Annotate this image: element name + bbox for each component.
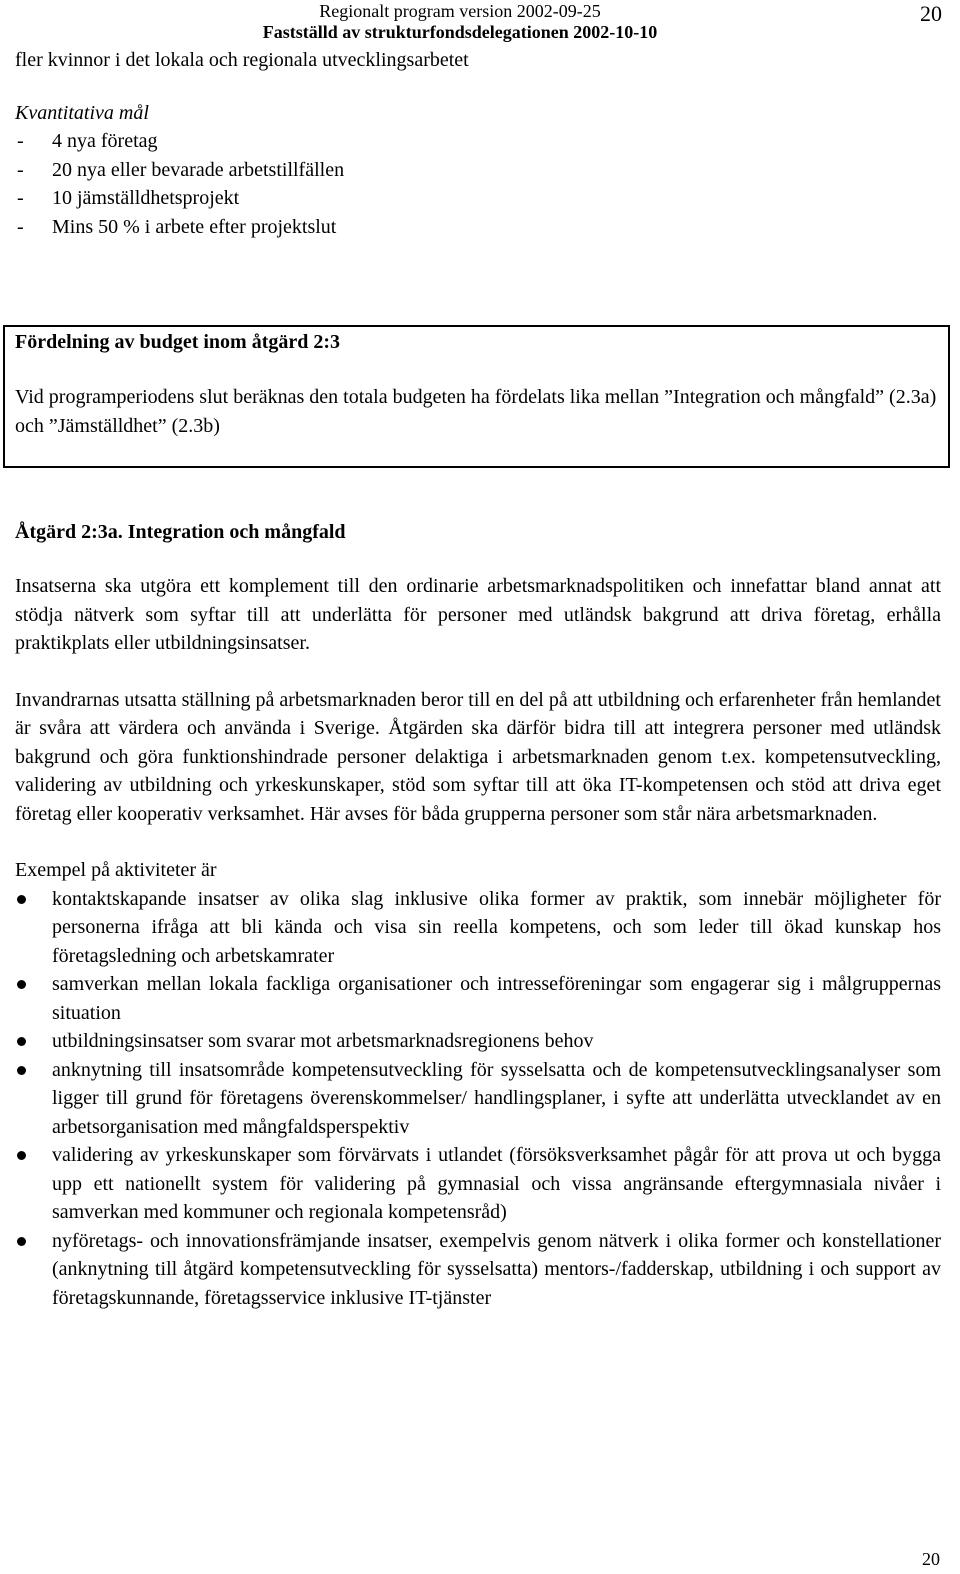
budget-box-title: Fördelning av budget inom åtgärd 2:3 <box>15 331 341 353</box>
list-item-text: validering av yrkeskunskaper som förvärvats i utlandet (försöksverksamhet pågår för att prova ut och bygga upp ett nationellt system för validering på gymnasial och vissa angränsande eftergymnasiala nivåer i samverkan med kommuner och regionala kompetensråd) <box>52 1144 941 1223</box>
list-item <box>15 1027 941 1056</box>
budget-box <box>3 325 950 468</box>
paragraph-1: Insatserna ska utgöra ett komplement till den ordinarie arbetsmarknadspolitiken och innefattar bland annat att stödja nätverk som syftar till att underlätta för personer med utländsk bakgrund att driva företag, erhålla praktikplats eller utbildningsinsatser. <box>15 575 941 654</box>
list-item: - 20 nya eller bevarade arbetstillfällen <box>15 156 941 185</box>
bullet-icon <box>17 1237 26 1246</box>
list-item <box>15 1056 941 1142</box>
list-item <box>15 885 941 971</box>
list-item <box>15 1227 941 1313</box>
page-number-bottom: 20 <box>922 1549 940 1569</box>
list-item-text: kontaktskapande insatser av olika slag inklusive olika former av praktik, som innebär möjligheter för personerna ifråga att bli kända och visa sin reella kompetens, och som leder till ökad kunskap hos företagsledning och arbetskamrater <box>52 887 941 967</box>
list-item: - 10 jämställdhetsprojekt <box>15 184 941 213</box>
header-version: Regionalt program version 2002-09-25 <box>319 1 601 21</box>
paragraph-2: Invandrarnas utsatta ställning på arbetsmarknaden beror till en del på att utbildning och erfarenheter från hemlandet är svåra att värdera och använda i Sverige. Åtgärden ska därför bidra till att integrera personer med utländsk bakgrund och göra funktionshindrade personer delaktiga i arbetsmarknaden genom t.ex. kompetensutveckling, validering av utbildning och yrkeskunskaper, stöd som syftar till att öka IT-kompetensen och stöd att driva eget företag eller kooperativ verksamhet. Här avses för båda grupperna personer som står nära arbetsmarknaden. <box>15 688 941 825</box>
quant-goals-title: Kvantitativa mål <box>15 101 149 124</box>
bullet-icon <box>17 1037 26 1046</box>
list-item-text: nyföretags- och innovationsfrämjande insatser, exempelvis genom nätverk i olika former och konstellationer (anknytning till åtgärd kompetensutveckling för sysselsatta) mentors-/fadderskap, utbildning i och support av företagskunnande, företagsservice inklusive IT-tjänster <box>52 1229 941 1309</box>
list-item-text: anknytning till insatsområde kompetensutveckling för sysselsatta och de kompetensutvecklingsanalyser som ligger till grund för företagens överenskommelser/ handlingsplaner, i syfte att underlätta utvecklandet av en arbetsorganisation med mångfaldsperspektiv <box>52 1058 941 1138</box>
bullet-icon <box>17 1151 26 1160</box>
list-item-text: utbildningsinsatser som svarar mot arbetsmarknadsregionens behov <box>52 1030 594 1052</box>
section-heading: Åtgärd 2:3a. Integration och mångfald <box>15 521 346 543</box>
list-item <box>15 970 941 1027</box>
examples-list <box>15 885 941 1313</box>
intro-line: fler kvinnor i det lokala och regionala utvecklingsarbetet <box>15 49 469 71</box>
examples-title: Exempel på aktiviteter är <box>15 859 217 881</box>
quant-goals-list <box>15 127 941 241</box>
content-top <box>15 46 941 241</box>
bullet-icon <box>17 1066 26 1075</box>
section-main <box>15 518 941 1312</box>
page-number-top: 20 <box>920 1 942 26</box>
list-item: - 4 nya företag <box>15 127 941 156</box>
list-item: - Mins 50 % i arbete efter projektslut <box>15 213 941 242</box>
budget-box-text: Vid programperiodens slut beräknas den totala budgeten ha fördelats lika mellan ”Integration och mångfald” (2.3a) och ”Jämställdhet” (2.3b) <box>15 386 937 437</box>
bullet-icon <box>17 895 26 904</box>
bullet-icon <box>17 980 26 989</box>
header-adopted: Fastställd av strukturfondsdelegationen 2002-10-10 <box>262 22 658 42</box>
list-item-text: samverkan mellan lokala fackliga organisationer och intresseföreningar som engagerar sig i målgruppernas situation <box>52 973 941 1024</box>
list-item <box>15 1141 941 1227</box>
